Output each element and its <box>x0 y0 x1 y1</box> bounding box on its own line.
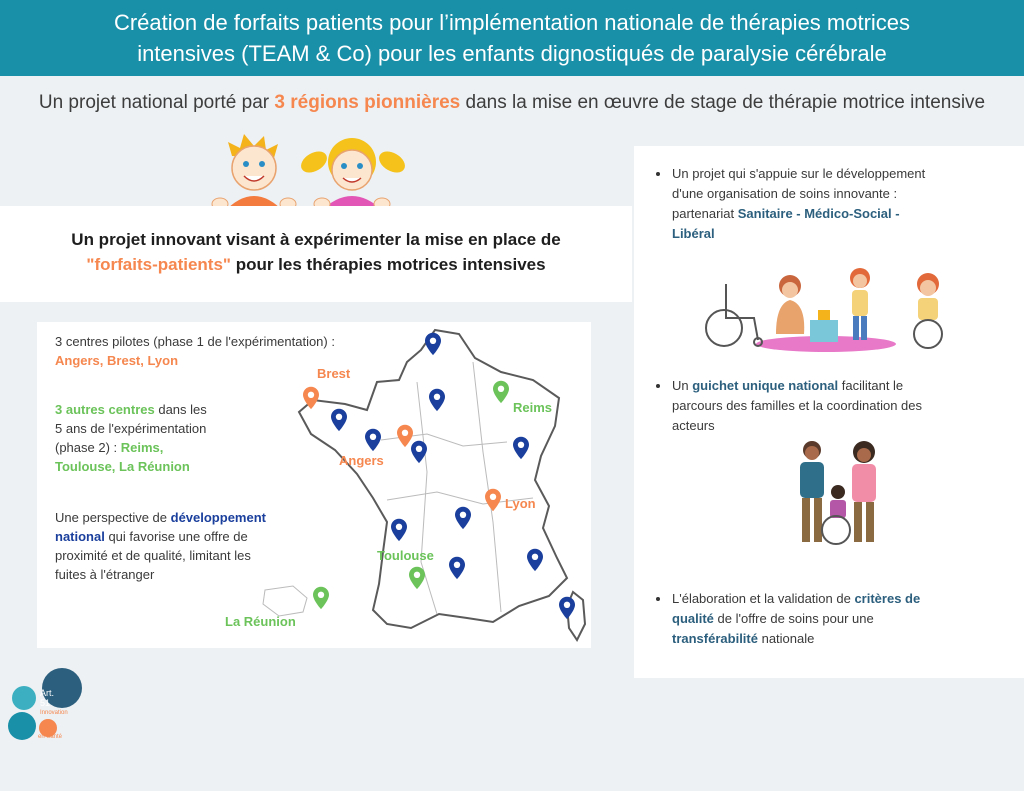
subtitle-after: dans la mise en œuvre de stage de thérapie motrice intensive <box>460 92 986 113</box>
b1-line4-highlight: Libéral <box>672 226 715 241</box>
perspective-text <box>55 508 308 584</box>
b1-line3-highlight: Sanitaire - Médico-Social - <box>737 206 900 221</box>
banner-line-1: Un projet innovant visant à expérimenter la mise en place de <box>71 230 561 249</box>
banner-highlight: "forfaits-patients" <box>86 255 231 274</box>
label-brest: Brest <box>317 366 351 381</box>
mother-figure <box>852 441 876 542</box>
reunion-outline <box>263 586 307 616</box>
b3-line3-highlight: transférabilité <box>672 631 758 646</box>
label-reims: Reims <box>513 400 553 415</box>
persp-highlight-2: national <box>55 529 105 544</box>
b3-line2-after: de l'offre de soins pour une <box>713 611 874 626</box>
art51-logo <box>8 668 88 748</box>
right-card <box>634 146 1024 678</box>
pilots-intro: 3 centres pilotes (phase 1 de l'expérimentation) : <box>55 334 335 349</box>
b2-before: Un <box>672 378 693 393</box>
innovation-banner <box>0 206 632 302</box>
father-figure <box>800 441 824 542</box>
subtitle-before: Un projet national porté par <box>38 92 275 113</box>
other-centres-text <box>55 400 265 476</box>
label-angers: Angers <box>339 453 384 468</box>
pilots-list: Angers, Brest, Lyon <box>55 353 179 368</box>
logo-art-text <box>40 688 54 708</box>
others-line1-after: dans les <box>154 402 207 417</box>
label-reunion: La Réunion <box>225 614 296 629</box>
children-illustration <box>210 132 410 212</box>
label-toulouse: Toulouse <box>377 548 434 563</box>
child-wheelchair-figure <box>914 273 942 348</box>
bullet-criteres <box>672 589 1000 649</box>
child-standing-figure <box>850 268 870 340</box>
family-illustration <box>782 438 892 550</box>
header-line-2: intensives (TEAM & Co) pour les enfants dignostiqués de paralysie cérébrale <box>137 41 887 66</box>
persp-line2-after: qui favorise une offre de <box>104 529 248 544</box>
b1-line3-before: partenariat <box>672 206 738 221</box>
banner-line-2-after: pour les thérapies motrices intensives <box>230 255 546 274</box>
subtitle-highlight: 3 régions pionnières <box>274 92 461 113</box>
b3-line3-after: nationale <box>757 631 815 646</box>
others-line3: (phase 2) : <box>55 440 121 455</box>
logo-num: 51 <box>40 698 51 708</box>
b2-highlight: guichet unique national <box>692 378 839 393</box>
header-line-1: Création de forfaits patients pour l’implémentation nationale de thérapies motrices <box>113 10 911 35</box>
b2-line3: acteurs <box>672 418 715 433</box>
subtitle <box>0 92 1024 114</box>
others-line2: 5 ans de l'expérimentation <box>55 421 207 436</box>
b3-line1-before: L'élaboration et la validation de <box>672 591 855 606</box>
b3-line1-highlight: critères de <box>854 591 921 606</box>
therapy-illustration <box>706 264 956 354</box>
persp-line3: proximité et de qualité, limitant les <box>55 548 251 563</box>
banner-line-2 <box>0 252 632 277</box>
b1-line1: Un projet qui s'appuie sur le développement <box>672 166 926 181</box>
page-header <box>0 0 1024 76</box>
child-in-wheelchair-figure <box>822 485 850 544</box>
girl-figure <box>297 138 408 212</box>
reunion-pin-icon <box>313 587 329 609</box>
b3-line2-highlight: qualité <box>672 611 714 626</box>
boy-figure <box>212 134 296 212</box>
others-list2: Toulouse, La Réunion <box>55 459 190 474</box>
label-lyon: Lyon <box>505 496 536 511</box>
b1-line2: d'une organisation de soins innovante : <box>672 186 898 201</box>
persp-before: Une perspective de <box>55 510 171 525</box>
logo-art: Art. <box>40 688 55 698</box>
map-card <box>37 322 591 648</box>
b2-line2: parcours des familles et la coordination des <box>672 398 923 413</box>
logo-innovation: Innovation <box>40 710 68 716</box>
persp-highlight-1: développement <box>170 510 266 525</box>
wheelchair-icon <box>706 284 762 346</box>
bullet-organisation <box>672 164 1000 244</box>
others-highlight: 3 autres centres <box>55 402 155 417</box>
others-list1: Reims, <box>120 440 164 455</box>
b2-line1-after: facilitant le <box>838 378 904 393</box>
therapist-figure <box>776 275 804 334</box>
france-map <box>225 322 591 648</box>
bullet-guichet <box>672 376 1000 436</box>
persp-line4: fuites à l'étranger <box>55 567 155 582</box>
logo-sante: en Santé <box>38 734 63 740</box>
